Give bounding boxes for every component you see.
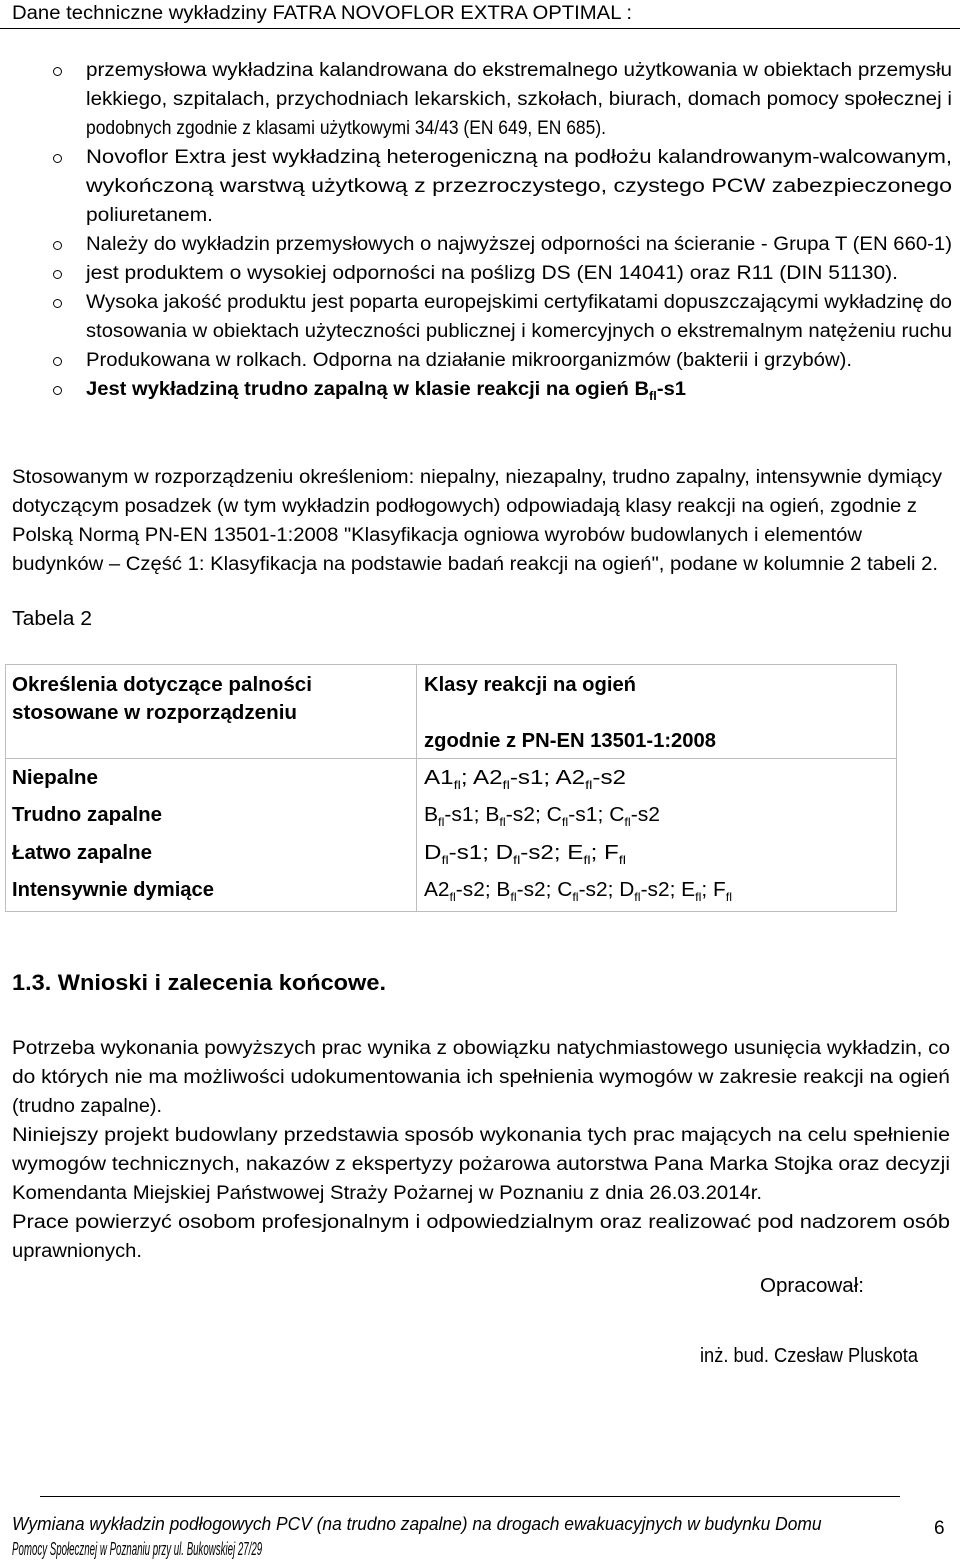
table-cell-term: Niepalne [12,767,99,789]
page-header-title: Dane techniczne wykładziny FATRA NOVOFLOR EXTRA OPTIMAL : [12,3,633,24]
table-cell-classes: $D_{fl}-s1$; $D_{fl}-s2$; $E_{fl}$; $F_{fl}$ [424,842,626,867]
bullet-icon [53,386,62,395]
list-item-line: Novoflor Extra jest wykładziną heterogeniczną na podłożu kalandrowanym-walcowanym, [86,147,953,168]
bullet-icon [53,299,62,308]
table-cell-term: Intensywnie dymiące [12,879,214,901]
list-item-line: jest produktem o wysokiej odporności na poślizg DS (EN 14041) oraz R11 (DIN 51130). [86,263,899,284]
signature-label: Opracował: [759,1275,864,1297]
table-header-divider [6,758,896,759]
bullet-icon [53,357,62,366]
page-footer: Wymiana wykładzin podłogowych PCV (na trudno zapalne) na drogach ewakuacyjnych w budynku Domu Pomocy Społecznej w Poznaniu przy ul. Bukowskiej 27/29 [12,1514,822,1559]
fire-class-statement: Jest wykładziną trudno zapalną w klasie reakcji na ogień $B_{fl}-s1$ [86,379,687,403]
table-caption: Tabela 2 [12,608,93,630]
list-item [0,288,960,346]
table-cell-term: Trudno zapalne [12,804,163,826]
table-cell-classes: $A2_{fl}-s2$; $B_{fl}-s2$; $C_{fl}-s2$; $D_{fl}-s2$; $E_{fl}$; $F_{fl}$ [424,879,733,904]
table-column-divider [416,665,417,911]
header-divider [0,28,960,29]
list-item-line: lekkiego, szpitalach, przychodniach lekarskich, szkołach, biurach, domach pomocy społecznej i [86,89,952,110]
table-header-left: Określenia dotyczące palności stosowane w rozporządzeniu [12,674,312,724]
signature-name: inż. bud. Czesław Pluskota [699,1345,918,1367]
list-item-line: przemysłowa wykładzina kalandrowana do ekstremalnego użytkowania w obiektach przemysłu [86,60,953,81]
conclusion-paragraph: Niniejszy projekt budowlany przedstawia sposób wykonania tych prac mających na celu spełnienie wymogów technicznych, nakazów z ekspertyzy pożarowa autorstwa Pana Marka Stojka oraz decyzji Komendanta Miejskiej Państwowej Straży Pożarnej w Poznaniu z dnia 26.03.2014r. [12,1125,951,1204]
table-cell-classes: $A1_{fl}$; $A2_{fl}-s1$; $A2_{fl}-s2$ [424,767,627,792]
list-item-line: stosowania w obiektach użyteczności publicznej i komercyjnych o ekstremalnym natężeniu ruchu [86,321,952,342]
bullet-icon [53,67,62,76]
table-cell-classes: $B_{fl}-s1$; $B_{fl}-s2$; $C_{fl}-s1$; $C_{fl}-s2$ [424,804,661,829]
list-item [0,143,960,230]
fire-class-table [5,664,897,912]
list-item-line: Wysoka jakość produktu jest poparta europejskimi certyfikatami dopuszczającymi wykładzinę do [86,292,952,313]
list-item [0,375,960,411]
conclusion-paragraph: Prace powierzyć osobom profesjonalnym i odpowiedzialnym oraz realizować pod nadzorem osób uprawnionych. [12,1212,950,1262]
section-heading: 1.3. Wnioski i zalecenia końcowe. [12,970,386,995]
list-item [0,259,960,288]
list-item [0,56,960,143]
page-number: 6 [934,1518,945,1539]
list-item [0,230,960,259]
technical-data-list [0,56,960,411]
bullet-icon [53,270,62,279]
list-item-line: Produkowana w rolkach. Odporna na działanie mikroorganizmów (bakterii i grzybów). [86,350,853,371]
list-item [0,346,960,375]
list-item-line: podobnych zgodnie z klasami użytkowymi 34/43 (EN 649, EN 685). [86,118,606,139]
table-header-right: Klasy reakcji na ogień [424,674,637,696]
list-item-line: Należy do wykładzin przemysłowych o najwyższej odporności na ścieranie - Grupa T (EN 660-1) [86,234,952,255]
bullet-icon [53,241,62,250]
conclusions-text [12,1034,952,1266]
intro-paragraph: Stosowanym w rozporządzeniu określeniom: niepalny, niezapalny, trudno zapalny, intensywnie dymiący dotyczącym posadzek (w tym wykładzin podłogowych) odpowiadają klasy reakcji na ogień, zgodnie z Polską Normą PN-EN 13501-1:2008 "Klasyfikacja ogniowa wyrobów budowlanych i elementów budynków – Część 1: Klasyfikacja na podstawie badań reakcji na ogień", podane w kolumnie 2 tabeli 2. [12,467,943,575]
list-item-line: wykończoną warstwą użytkową z przezroczystego, czystego PCW zabezpieczonego [86,176,952,197]
table-header-right-standard: zgodnie z PN-EN 13501-1:2008 [424,730,717,752]
page-header [0,0,960,30]
table-cell-term: Łatwo zapalne [12,842,152,864]
list-item-line: poliuretanem. [86,205,213,226]
conclusion-paragraph: Potrzeba wykonania powyższych prac wynika z obowiązku natychmiastowego usunięcia wykładzin, co do których nie ma możliwości udokumentowania ich spełnienia wymogów w zakresie reakcji na ogień (trudno zapalne). [12,1038,950,1117]
footer-divider [40,1496,900,1497]
bullet-icon [53,154,62,163]
